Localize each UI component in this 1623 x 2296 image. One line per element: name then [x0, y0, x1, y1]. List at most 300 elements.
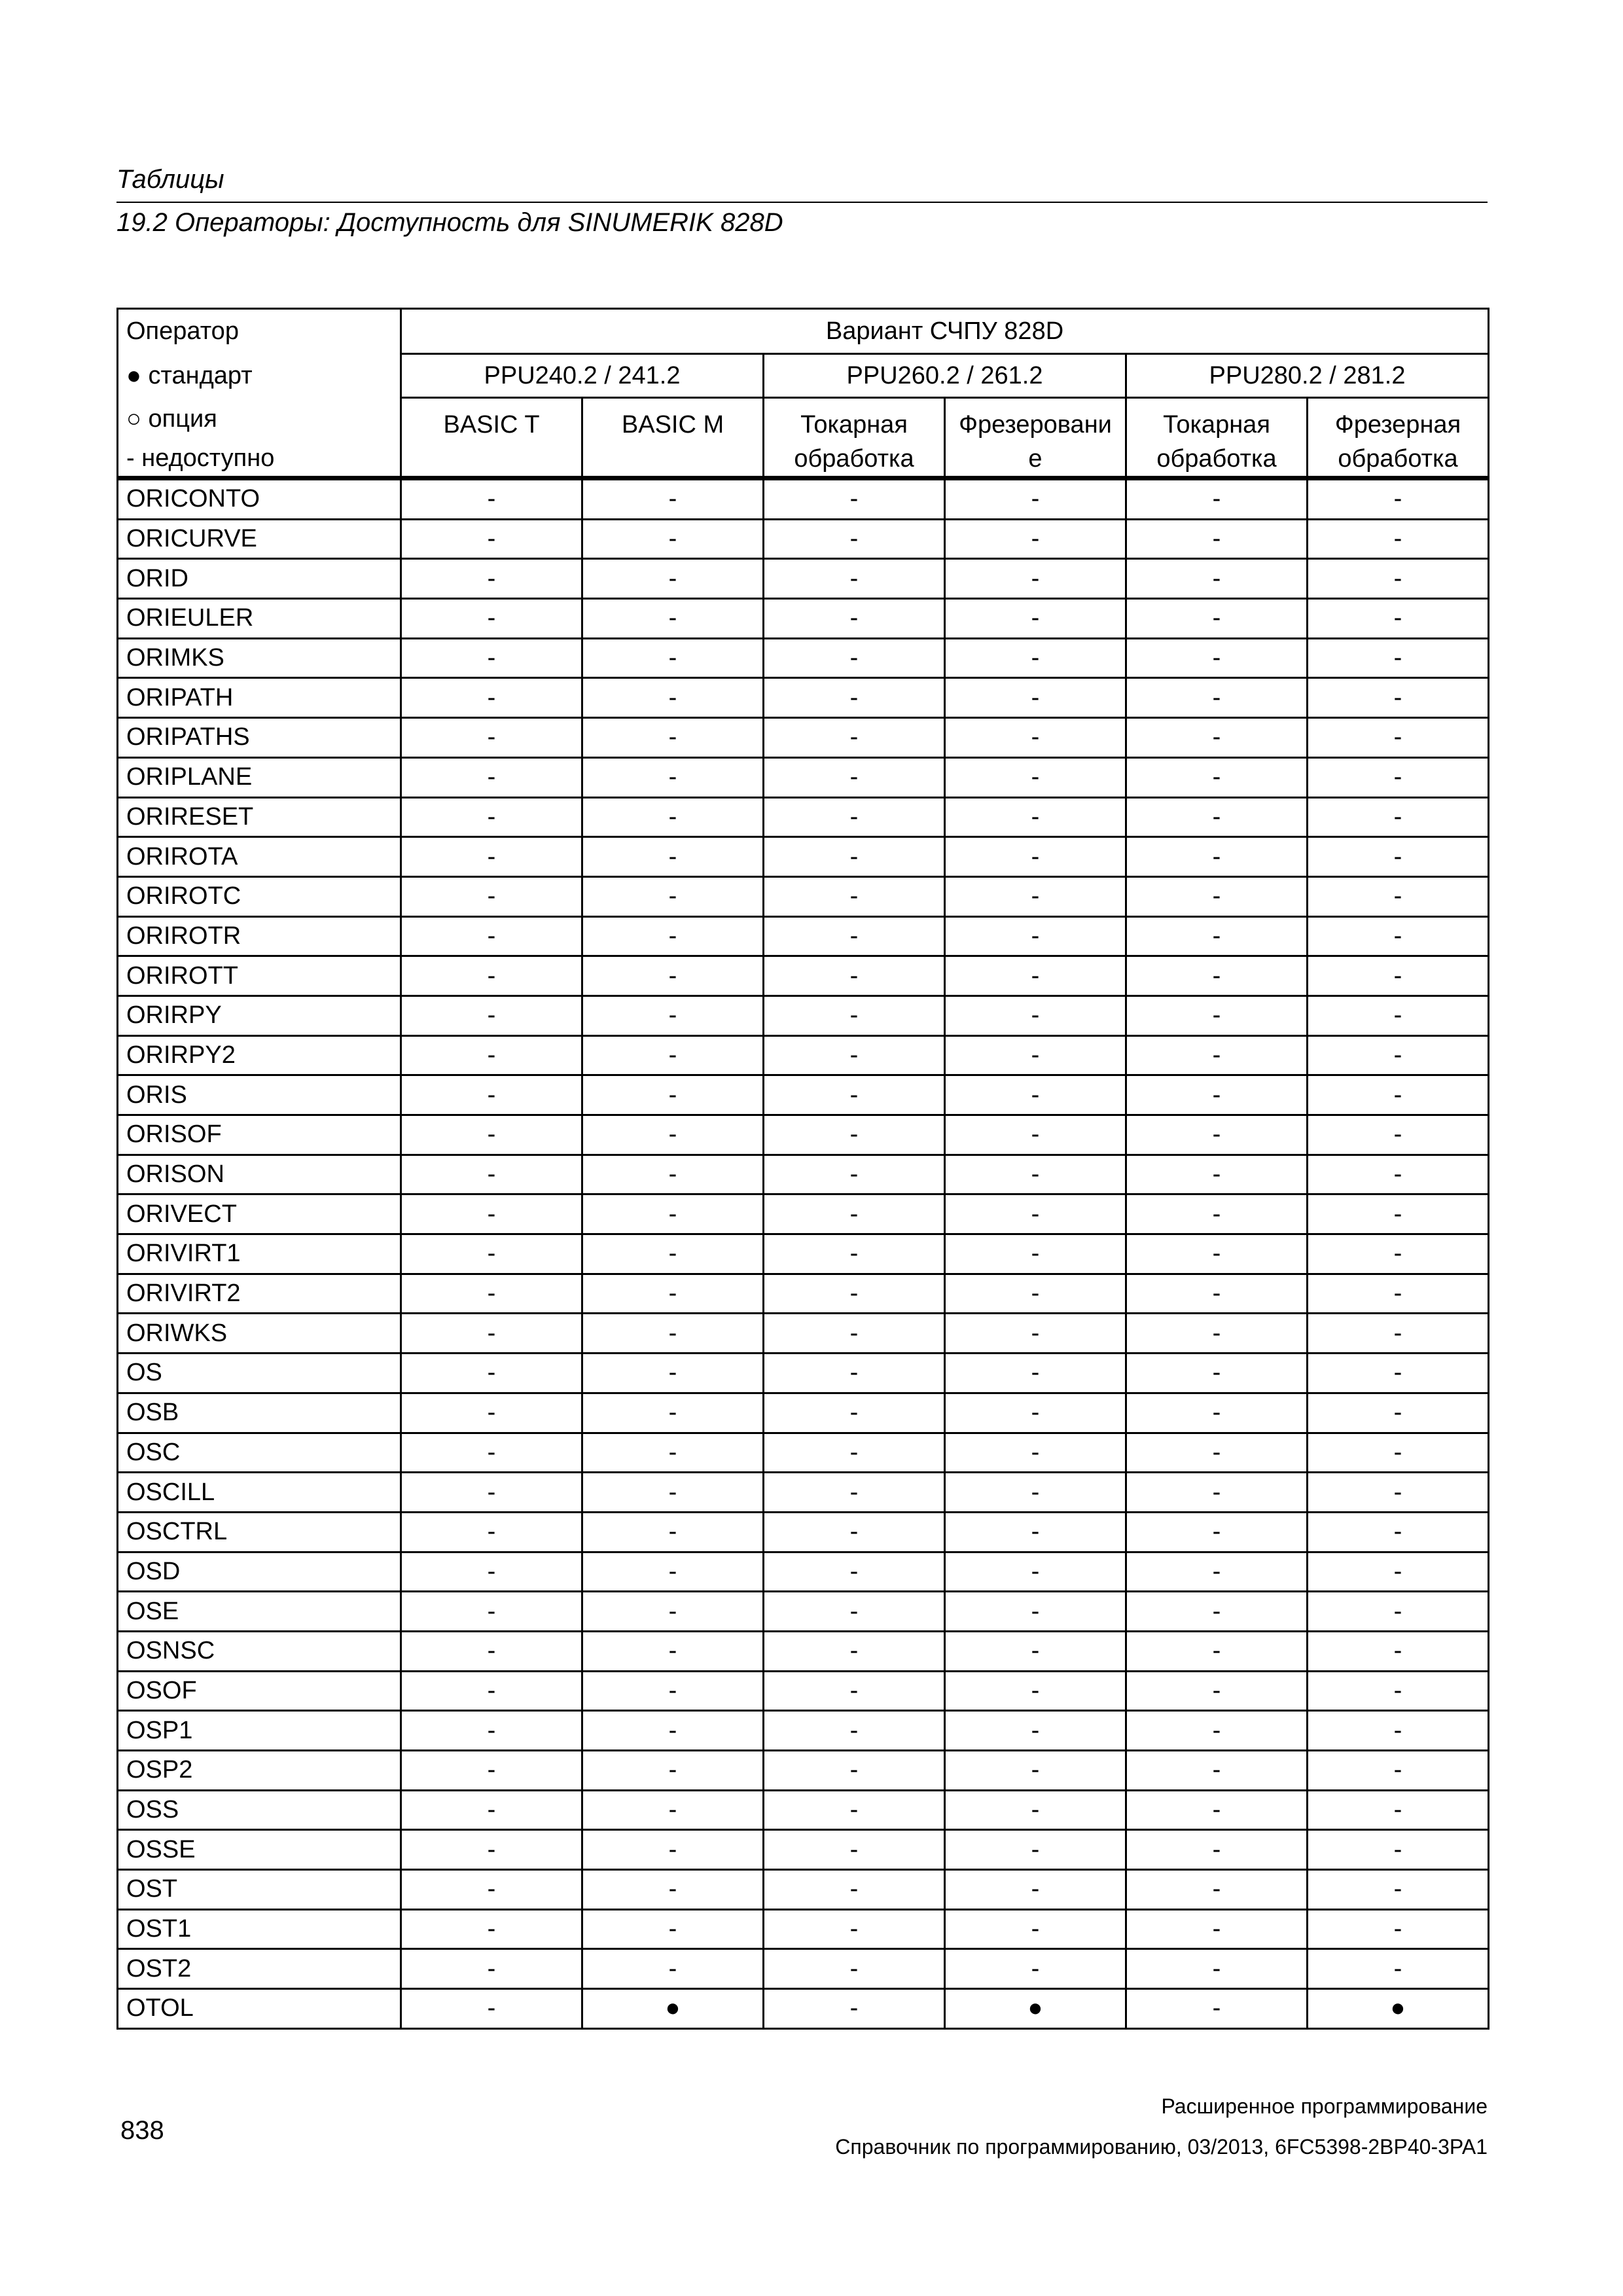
availability-cell: - — [1126, 1631, 1308, 1671]
operator-name: ORIROTA — [118, 837, 401, 877]
availability-cell: - — [582, 638, 764, 678]
operator-name: OS — [118, 1354, 401, 1393]
availability-cell: - — [1308, 916, 1489, 956]
availability-cell: - — [764, 478, 945, 520]
availability-cell: - — [401, 1592, 582, 1632]
operator-name: ORIROTT — [118, 956, 401, 996]
table-row — [118, 559, 1489, 599]
availability-cell: - — [582, 1473, 764, 1513]
availability-cell: - — [945, 1314, 1126, 1354]
availability-cell: - — [1126, 837, 1308, 877]
operator-name: ORIRPY — [118, 996, 401, 1035]
operator-name: ORIROTC — [118, 876, 401, 916]
availability-cell: - — [945, 1354, 1126, 1393]
availability-cell: - — [1126, 1274, 1308, 1314]
availability-cell: - — [945, 916, 1126, 956]
availability-cell: - — [1308, 559, 1489, 599]
operator-name: ORIS — [118, 1075, 401, 1115]
availability-cell: - — [945, 1473, 1126, 1513]
availability-cell: - — [1126, 1354, 1308, 1393]
availability-cell: - — [945, 1870, 1126, 1910]
availability-cell: - — [1126, 916, 1308, 956]
availability-cell: - — [401, 1115, 582, 1155]
availability-cell: - — [1308, 837, 1489, 877]
table-row — [118, 1194, 1489, 1234]
table-row — [118, 718, 1489, 758]
availability-cell: - — [1308, 1711, 1489, 1751]
availability-cell: - — [945, 1830, 1126, 1870]
availability-cell: - — [945, 996, 1126, 1035]
availability-cell: - — [945, 1115, 1126, 1155]
table-row — [118, 1711, 1489, 1751]
availability-cell: - — [1126, 996, 1308, 1035]
operator-name: ORIROTR — [118, 916, 401, 956]
availability-cell: - — [1308, 1790, 1489, 1830]
availability-cell: - — [1126, 1115, 1308, 1155]
availability-cell: - — [764, 956, 945, 996]
availability-cell: - — [582, 1909, 764, 1949]
header-rule — [116, 202, 1488, 203]
availability-cell: - — [582, 1155, 764, 1194]
availability-cell: - — [582, 1671, 764, 1711]
table-row — [118, 1512, 1489, 1552]
availability-cell: - — [764, 638, 945, 678]
availability-cell: - — [1308, 1234, 1489, 1274]
table-row — [118, 1234, 1489, 1274]
availability-cell: - — [945, 1790, 1126, 1830]
availability-cell: - — [764, 1473, 945, 1513]
availability-cell: - — [401, 797, 582, 837]
availability-cell: - — [401, 757, 582, 797]
availability-cell: - — [1308, 1115, 1489, 1155]
table-row — [118, 1473, 1489, 1513]
availability-cell: - — [764, 1075, 945, 1115]
legend-option: ○ опция — [118, 398, 401, 441]
availability-cell: - — [401, 916, 582, 956]
operator-name: OSP1 — [118, 1711, 401, 1751]
column-header: Фрезеровани е — [945, 398, 1126, 478]
availability-cell: - — [401, 678, 582, 718]
operator-name: OSCTRL — [118, 1512, 401, 1552]
availability-cell: - — [1308, 797, 1489, 837]
availability-cell: - — [401, 638, 582, 678]
availability-cell: - — [582, 1314, 764, 1354]
operator-name: OST1 — [118, 1909, 401, 1949]
availability-cell: - — [1126, 1314, 1308, 1354]
table-row — [118, 757, 1489, 797]
availability-cell: - — [945, 1671, 1126, 1711]
availability-cell: - — [1126, 1155, 1308, 1194]
column-header: Токарная обработка — [764, 398, 945, 478]
availability-cell: - — [1308, 519, 1489, 559]
availability-cell: - — [945, 1155, 1126, 1194]
operator-name: ORICURVE — [118, 519, 401, 559]
availability-cell: - — [401, 1790, 582, 1830]
availability-cell: - — [1126, 1989, 1308, 2029]
availability-cell: - — [764, 1631, 945, 1671]
column-header: Фрезерная обработка — [1308, 398, 1489, 478]
availability-cell: - — [401, 956, 582, 996]
availability-cell: - — [764, 797, 945, 837]
availability-cell: - — [401, 1552, 582, 1592]
table-row — [118, 916, 1489, 956]
availability-cell: - — [401, 1989, 582, 2029]
availability-cell: - — [1126, 797, 1308, 837]
availability-cell: - — [1126, 1473, 1308, 1513]
availability-cell: - — [401, 837, 582, 877]
availability-cell: ● — [945, 1989, 1126, 2029]
availability-cell: - — [1308, 1751, 1489, 1791]
availability-cell: - — [1126, 1234, 1308, 1274]
operator-name: OSOF — [118, 1671, 401, 1711]
availability-cell: - — [764, 519, 945, 559]
availability-cell: - — [1126, 599, 1308, 639]
availability-cell: - — [945, 1274, 1126, 1314]
availability-cell: - — [1126, 678, 1308, 718]
availability-cell: - — [945, 1075, 1126, 1115]
availability-cell: - — [764, 1552, 945, 1592]
availability-cell: - — [582, 1234, 764, 1274]
availability-cell: - — [764, 757, 945, 797]
group-ppu280: PPU280.2 / 281.2 — [1126, 354, 1489, 398]
availability-cell: - — [945, 876, 1126, 916]
table-row — [118, 1751, 1489, 1791]
availability-cell: - — [1308, 1155, 1489, 1194]
availability-cell: - — [1308, 876, 1489, 916]
availability-cell: - — [1308, 1433, 1489, 1473]
availability-cell: - — [1126, 1909, 1308, 1949]
availability-cell: - — [1308, 1671, 1489, 1711]
availability-cell: - — [1126, 1830, 1308, 1870]
operator-name: ORIVECT — [118, 1194, 401, 1234]
operator-name: ORID — [118, 559, 401, 599]
availability-cell: - — [582, 1631, 764, 1671]
availability-cell: - — [764, 1035, 945, 1075]
availability-cell: - — [1308, 1274, 1489, 1314]
availability-cell: - — [401, 1870, 582, 1910]
column-header: Токарная обработка — [1126, 398, 1308, 478]
availability-cell: - — [1126, 478, 1308, 520]
availability-cell: - — [945, 678, 1126, 718]
availability-cell: - — [401, 1393, 582, 1433]
availability-cell: - — [582, 1830, 764, 1870]
availability-cell: - — [764, 1115, 945, 1155]
operator-name: OSS — [118, 1790, 401, 1830]
column-header: BASIC M — [582, 398, 764, 478]
table-row — [118, 1075, 1489, 1115]
availability-cell: - — [1308, 1035, 1489, 1075]
availability-cell: - — [1308, 478, 1489, 520]
availability-cell: - — [582, 519, 764, 559]
availability-cell: - — [1308, 1830, 1489, 1870]
availability-cell: - — [945, 1592, 1126, 1632]
operator-name: ORISOF — [118, 1115, 401, 1155]
availability-cell: - — [1126, 638, 1308, 678]
table-row — [118, 1870, 1489, 1910]
availability-cell: - — [401, 996, 582, 1035]
availability-cell: - — [401, 1631, 582, 1671]
operator-name: ORIPATHS — [118, 718, 401, 758]
operator-name: ORIPATH — [118, 678, 401, 718]
availability-cell: - — [764, 1751, 945, 1791]
availability-cell: - — [1126, 1751, 1308, 1791]
availability-cell: - — [945, 1949, 1126, 1989]
availability-cell: - — [764, 876, 945, 916]
availability-cell: - — [582, 599, 764, 639]
table-row — [118, 1592, 1489, 1632]
availability-cell: - — [1308, 1393, 1489, 1433]
operator-name: ORISON — [118, 1155, 401, 1194]
operator-name: OSB — [118, 1393, 401, 1433]
availability-cell: - — [582, 1115, 764, 1155]
availability-cell: - — [582, 916, 764, 956]
variant-title: Вариант СЧПУ 828D — [401, 309, 1489, 354]
availability-cell: - — [1126, 757, 1308, 797]
availability-cell: - — [764, 599, 945, 639]
availability-cell: - — [401, 1512, 582, 1552]
availability-cell: - — [582, 1512, 764, 1552]
availability-cell: - — [582, 718, 764, 758]
availability-cell: - — [764, 1393, 945, 1433]
availability-cell: - — [401, 599, 582, 639]
operators-table — [116, 308, 1489, 2030]
availability-cell: - — [764, 996, 945, 1035]
table-row — [118, 478, 1489, 520]
operator-name: ORIWKS — [118, 1314, 401, 1354]
footer-reference: Справочник по программированию, 03/2013, 6FC5398-2BP40-3PA1 — [835, 2135, 1488, 2159]
availability-cell: - — [401, 1194, 582, 1234]
table-row — [118, 837, 1489, 877]
table-row — [118, 1035, 1489, 1075]
table-row — [118, 1989, 1489, 2029]
availability-cell: - — [764, 1433, 945, 1473]
table-row — [118, 1354, 1489, 1393]
availability-cell: - — [1308, 1314, 1489, 1354]
availability-cell: - — [582, 1354, 764, 1393]
availability-cell: - — [582, 837, 764, 877]
operator-name: ORIVIRT1 — [118, 1234, 401, 1274]
table-row — [118, 1552, 1489, 1592]
subsection-title: 19.2 Операторы: Доступность для SINUMERIK 828D — [116, 208, 783, 237]
table-row — [118, 599, 1489, 639]
availability-cell: - — [1308, 1631, 1489, 1671]
table-row — [118, 1631, 1489, 1671]
availability-cell: - — [764, 1830, 945, 1870]
availability-cell: - — [764, 1234, 945, 1274]
availability-cell: - — [1126, 1075, 1308, 1115]
availability-cell: - — [764, 916, 945, 956]
availability-cell: - — [582, 996, 764, 1035]
availability-cell: - — [401, 1314, 582, 1354]
availability-cell: - — [401, 1155, 582, 1194]
table-row — [118, 1115, 1489, 1155]
availability-cell: - — [945, 757, 1126, 797]
availability-cell: - — [1308, 1354, 1489, 1393]
table-row — [118, 1790, 1489, 1830]
availability-cell: - — [582, 1194, 764, 1234]
availability-cell: - — [1126, 1949, 1308, 1989]
table-row — [118, 1274, 1489, 1314]
availability-cell: - — [401, 1274, 582, 1314]
availability-cell: - — [945, 1194, 1126, 1234]
availability-cell: - — [1126, 956, 1308, 996]
availability-cell: - — [582, 1870, 764, 1910]
availability-cell: - — [401, 1671, 582, 1711]
availability-cell: - — [1126, 1671, 1308, 1711]
availability-cell: - — [945, 718, 1126, 758]
availability-cell: - — [401, 1473, 582, 1513]
operator-name: OSD — [118, 1552, 401, 1592]
table-row — [118, 1671, 1489, 1711]
availability-cell: - — [1308, 1194, 1489, 1234]
operator-name: ORIPLANE — [118, 757, 401, 797]
table-row — [118, 1433, 1489, 1473]
availability-cell: - — [1308, 1870, 1489, 1910]
table-row — [118, 638, 1489, 678]
availability-cell: - — [945, 1552, 1126, 1592]
availability-cell: - — [945, 1909, 1126, 1949]
availability-cell: - — [582, 1711, 764, 1751]
table-header — [118, 309, 1489, 478]
operator-name: OSP2 — [118, 1751, 401, 1791]
table-row — [118, 1314, 1489, 1354]
availability-cell: - — [582, 1274, 764, 1314]
section-title: Таблицы — [116, 165, 224, 194]
availability-cell: - — [1308, 718, 1489, 758]
operator-name: OSC — [118, 1433, 401, 1473]
operator-name: ORIMKS — [118, 638, 401, 678]
availability-cell: - — [582, 1433, 764, 1473]
availability-cell: - — [1126, 559, 1308, 599]
table-row — [118, 876, 1489, 916]
availability-cell: - — [764, 1870, 945, 1910]
availability-cell: - — [945, 519, 1126, 559]
availability-cell: - — [1126, 1592, 1308, 1632]
availability-cell: - — [764, 1512, 945, 1552]
availability-cell: - — [764, 1711, 945, 1751]
footer-book: Расширенное программирование — [1161, 2094, 1488, 2118]
operator-name: OSCILL — [118, 1473, 401, 1513]
availability-cell: - — [764, 1314, 945, 1354]
availability-cell: - — [945, 1035, 1126, 1075]
availability-cell: - — [945, 599, 1126, 639]
availability-cell: - — [764, 1949, 945, 1989]
operator-name: OST2 — [118, 1949, 401, 1989]
availability-cell: - — [764, 1274, 945, 1314]
availability-cell: - — [401, 1234, 582, 1274]
availability-cell: - — [1126, 1552, 1308, 1592]
column-header: BASIC T — [401, 398, 582, 478]
availability-cell: - — [1308, 1075, 1489, 1115]
availability-cell: - — [764, 1790, 945, 1830]
availability-cell: - — [582, 478, 764, 520]
availability-cell: - — [1308, 1512, 1489, 1552]
availability-cell: - — [764, 837, 945, 877]
availability-cell: - — [1308, 599, 1489, 639]
availability-cell: - — [1126, 1711, 1308, 1751]
availability-cell: - — [1308, 1592, 1489, 1632]
availability-cell: - — [945, 1512, 1126, 1552]
table-body — [118, 478, 1489, 2029]
availability-cell: - — [1126, 1035, 1308, 1075]
page-number: 838 — [120, 2116, 164, 2145]
availability-cell: - — [582, 1035, 764, 1075]
availability-cell: - — [1308, 638, 1489, 678]
group-ppu240: PPU240.2 / 241.2 — [401, 354, 764, 398]
table-row — [118, 1830, 1489, 1870]
table-row — [118, 678, 1489, 718]
availability-cell: - — [401, 1949, 582, 1989]
availability-cell: - — [1126, 1393, 1308, 1433]
availability-cell: - — [1126, 1870, 1308, 1910]
availability-cell: - — [945, 1393, 1126, 1433]
legend-unavailable: - недоступно — [118, 440, 401, 478]
operator-name: OSE — [118, 1592, 401, 1632]
operator-name: ORIRESET — [118, 797, 401, 837]
operator-name: ORICONTO — [118, 478, 401, 520]
operator-name: ORIVIRT2 — [118, 1274, 401, 1314]
availability-cell: - — [401, 1909, 582, 1949]
availability-cell: - — [582, 956, 764, 996]
availability-cell: - — [582, 678, 764, 718]
availability-cell: - — [945, 797, 1126, 837]
availability-cell: - — [1308, 1473, 1489, 1513]
availability-cell: - — [945, 1711, 1126, 1751]
legend-title: Оператор — [118, 309, 401, 354]
availability-cell: - — [401, 1354, 582, 1393]
table-row — [118, 1949, 1489, 1989]
availability-cell: - — [1126, 1433, 1308, 1473]
table-row — [118, 797, 1489, 837]
availability-cell: - — [582, 1790, 764, 1830]
legend-standard: ● стандарт — [118, 354, 401, 398]
availability-cell: - — [945, 1751, 1126, 1791]
availability-cell: - — [1308, 678, 1489, 718]
table-row — [118, 1909, 1489, 1949]
availability-cell: - — [1126, 718, 1308, 758]
availability-cell: - — [401, 718, 582, 758]
availability-cell: - — [582, 1552, 764, 1592]
availability-cell: - — [764, 559, 945, 599]
availability-cell: - — [401, 559, 582, 599]
availability-cell: - — [764, 1989, 945, 2029]
availability-cell: - — [401, 1433, 582, 1473]
group-ppu260: PPU260.2 / 261.2 — [764, 354, 1126, 398]
availability-cell: - — [401, 1711, 582, 1751]
operator-name: OSSE — [118, 1830, 401, 1870]
availability-cell: - — [582, 757, 764, 797]
availability-cell: - — [582, 876, 764, 916]
availability-cell: - — [1308, 1552, 1489, 1592]
availability-cell: - — [401, 876, 582, 916]
availability-cell: - — [582, 1393, 764, 1433]
availability-cell: - — [764, 1194, 945, 1234]
availability-cell: - — [1126, 876, 1308, 916]
availability-cell: - — [401, 1751, 582, 1791]
table-row — [118, 996, 1489, 1035]
availability-cell: - — [1126, 1194, 1308, 1234]
operator-name: ORIEULER — [118, 599, 401, 639]
availability-cell: - — [764, 1909, 945, 1949]
availability-cell: - — [1126, 1790, 1308, 1830]
operator-name: ORIRPY2 — [118, 1035, 401, 1075]
availability-cell: - — [582, 1592, 764, 1632]
availability-cell: ● — [1308, 1989, 1489, 2029]
availability-cell: - — [401, 1075, 582, 1115]
availability-cell: - — [945, 956, 1126, 996]
availability-cell: - — [401, 1035, 582, 1075]
operator-name: OST — [118, 1870, 401, 1910]
